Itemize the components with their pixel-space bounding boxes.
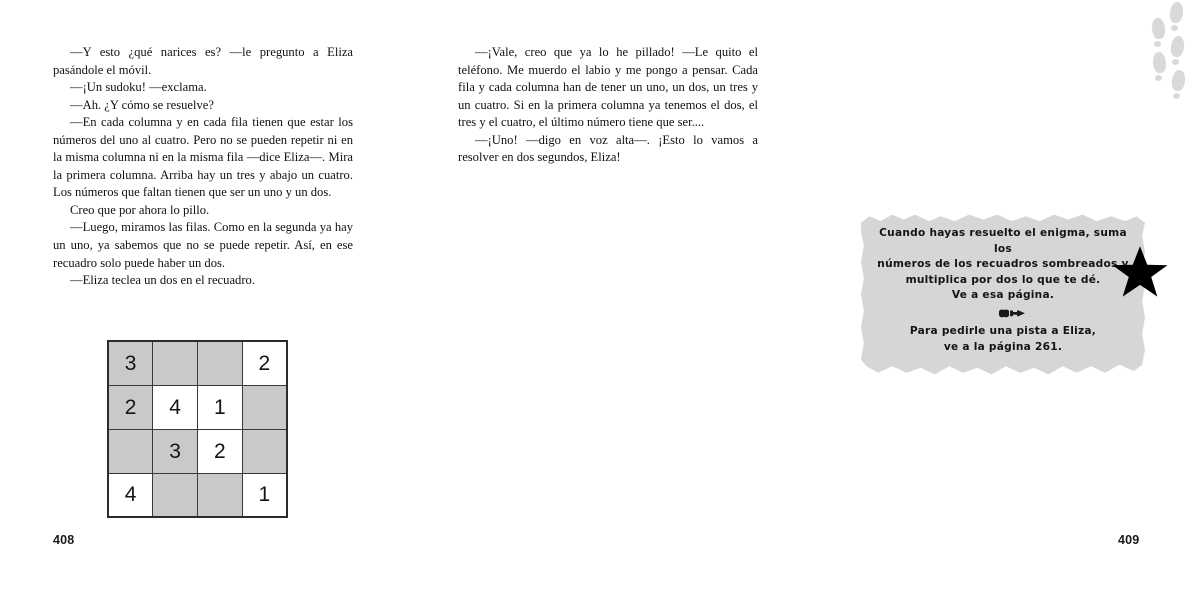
sudoku-cell-r3c2[interactable]: 3 (153, 429, 198, 473)
sudoku-cell-r1c1[interactable]: 3 (108, 341, 153, 385)
sudoku-cell-r4c3[interactable] (198, 473, 243, 517)
callout-line-3: multiplica por dos lo que te dé. (905, 273, 1101, 286)
paragraph: —Eliza teclea un dos en el recuadro. (70, 273, 255, 288)
sudoku-cell-r4c4[interactable]: 1 (242, 473, 287, 517)
sudoku-grid[interactable] (107, 340, 288, 516)
page-number-left: 408 (53, 533, 75, 547)
page-left (0, 0, 400, 593)
callout-line-5: Para pedirle una pista a Eliza, (909, 324, 1097, 337)
sudoku-cell-r3c3[interactable]: 2 (198, 429, 243, 473)
sudoku-cell-r2c4[interactable] (242, 385, 287, 429)
sudoku-cell-r1c3[interactable] (198, 341, 243, 385)
instruction-callout-box (861, 213, 1145, 376)
sudoku-row (108, 385, 287, 429)
callout-line-4: Ve a esa página. (951, 289, 1055, 302)
paragraph: —En cada columna y en cada fila tienen que estar los números del uno al cuatro. Pero no se pueden repetir ni en la misma columna ni en la misma fila —dice Eliza—. Mira la primera columna. Arriba hay un tres y abajo un cuatro. Los números que faltan tienen que ser un uno y un dos. (53, 115, 353, 200)
sudoku-cell-r3c1[interactable] (108, 429, 153, 473)
sudoku-table[interactable] (107, 340, 288, 518)
sudoku-cell-r2c3[interactable]: 1 (198, 385, 243, 429)
callout-line-1: Cuando hayas resuelto el enigma, suma los (879, 227, 1127, 255)
pointing-hands-icon (871, 307, 1135, 320)
paragraph: —Ah. ¿Y cómo se resuelve? (70, 97, 214, 112)
paragraph: —Luego, miramos las filas. Como en la segunda ya hay un uno, ya sabemos que no se puede repetir. Así, en ese recuadro solo puede haber un dos. (53, 220, 353, 270)
black-star-icon (1112, 245, 1168, 299)
sudoku-row (108, 341, 287, 385)
sudoku-cell-r4c1[interactable]: 4 (108, 473, 153, 517)
sudoku-body (108, 341, 287, 517)
paragraph: —Y esto ¿qué narices es? —le pregunto a Eliza pasándole el móvil. (53, 45, 353, 77)
paragraph: Creo que por ahora lo pillo. (70, 202, 210, 217)
sudoku-row (108, 473, 287, 517)
paragraph: —¡Un sudoku! —exclama. (70, 80, 207, 95)
sudoku-cell-r3c4[interactable] (242, 429, 287, 473)
page-number-right: 409 (1118, 533, 1140, 547)
page-right (400, 0, 1140, 593)
sudoku-cell-r2c1[interactable]: 2 (108, 385, 153, 429)
sudoku-row (108, 429, 287, 473)
callout-line-6: ve a la página 261. (943, 340, 1063, 353)
sudoku-cell-r1c2[interactable] (153, 341, 198, 385)
sudoku-cell-r1c4[interactable]: 2 (242, 341, 287, 385)
footprints-decoration (1144, 0, 1200, 112)
paragraph: —¡Uno! —digo en voz alta—. ¡Esto lo vamos a resolver en dos segundos, Eliza! (458, 132, 758, 165)
sudoku-cell-r4c2[interactable] (153, 473, 198, 517)
callout-line-2: números de los recuadros sombreados y (877, 258, 1129, 271)
paragraph: —¡Vale, creo que ya lo he pillado! —Le quito el teléfono. Me muerdo el labio y me pongo a pensar. Cada fila y cada columna han de tener un uno, un dos, un tres y un cuatro. Si en la primera columna ya tenemos el dos, el tres y el cuatro, el último número tiene que ser.... (458, 45, 758, 130)
sudoku-cell-r2c2[interactable]: 4 (153, 385, 198, 429)
callout-text (871, 226, 1135, 355)
pointing-hand-icon (974, 307, 1032, 320)
right-page-text-column (458, 44, 758, 167)
left-page-text-column (53, 44, 353, 290)
